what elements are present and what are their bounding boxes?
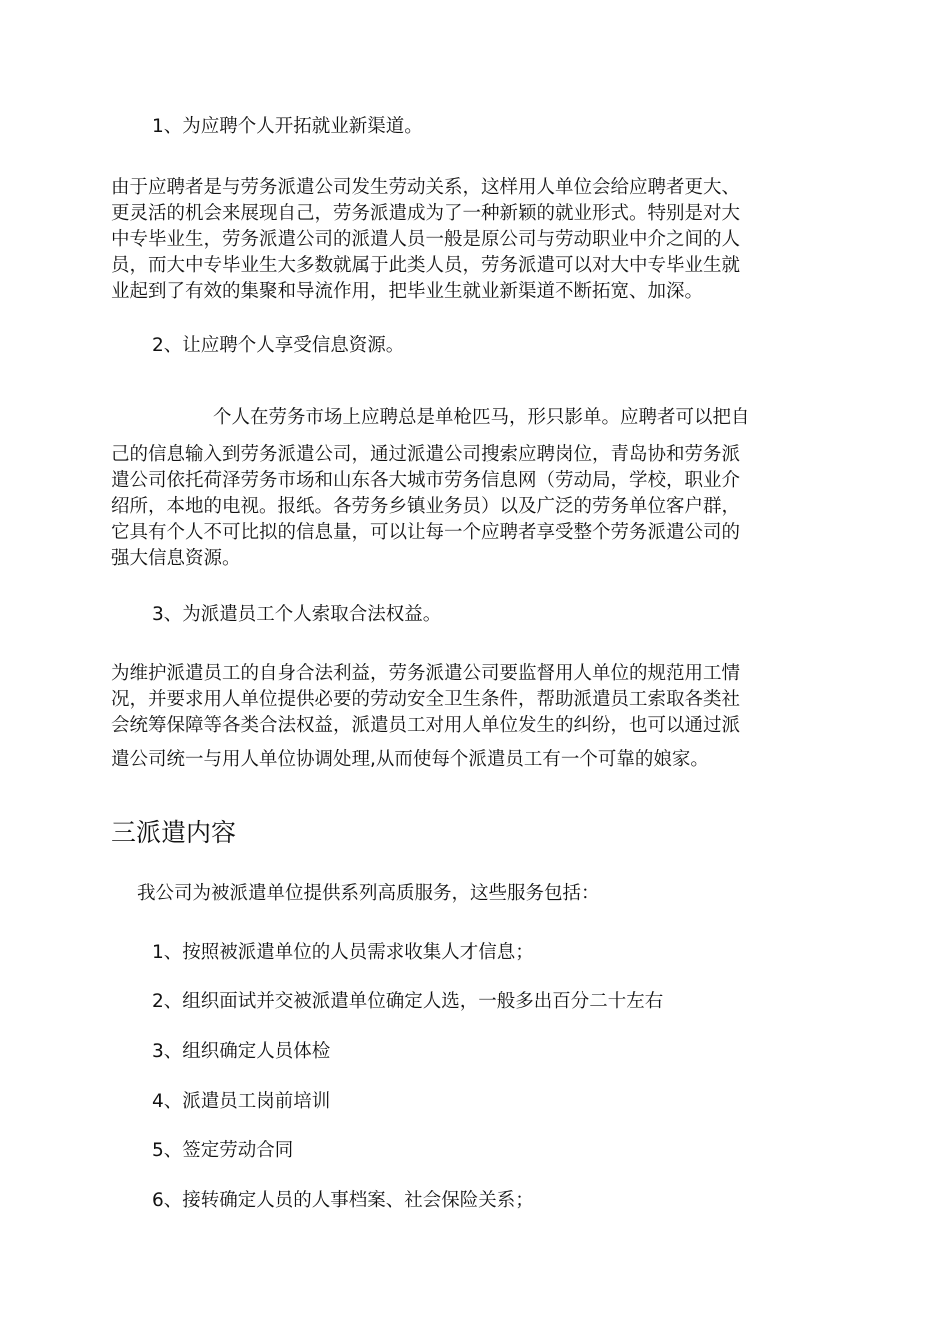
paragraph-line: 遣公司依托荷泽劳务市场和山东各大城市劳务信息网（劳动局，学校，职业介 xyxy=(111,470,741,491)
paragraph-line: 绍所，本地的电视。报纸。各劳务乡镇业务员）以及广泛的劳务单位客户群， xyxy=(111,496,741,517)
item-2-title: 2、让应聘个人享受信息资源。 xyxy=(152,335,405,356)
item-3-title: 3、为派遣员工个人索取合法权益。 xyxy=(152,604,442,625)
paragraph-line: 个人在劳务市场上应聘总是单枪匹马，形只影单。应聘者可以把自 xyxy=(213,407,750,428)
list-item: 3、组织确定人员体检 xyxy=(152,1041,331,1062)
paragraph-line: 强大信息资源。 xyxy=(111,548,241,569)
paragraph-line: 会统筹保障等各类合法权益，派遣员工对用人单位发生的纠纷，也可以通过派 xyxy=(111,715,741,736)
paragraph-line: 况，并要求用人单位提供必要的劳动安全卫生条件，帮助派遣员工索取各类社 xyxy=(111,689,741,710)
section-heading: 三派遣内容 xyxy=(111,818,237,847)
list-item: 6、接转确定人员的人事档案、社会保险关系； xyxy=(152,1190,534,1211)
paragraph-line: 由于应聘者是与劳务派遣公司发生劳动关系，这样用人单位会给应聘者更大、 xyxy=(111,177,741,198)
paragraph-line: 为维护派遣员工的自身合法利益，劳务派遣公司要监督用人单位的规范用工情 xyxy=(111,663,741,684)
paragraph-line: 遣公司统一与用人单位协调处理,从而使每个派遣员工有一个可靠的娘家。 xyxy=(111,749,709,770)
services-intro: 我公司为被派遣单位提供系列高质服务，这些服务包括： xyxy=(137,883,600,904)
paragraph-line: 己的信息输入到劳务派遣公司，通过派遣公司搜索应聘岗位，青岛协和劳务派 xyxy=(111,444,741,465)
list-item: 2、组织面试并交被派遣单位确定人选，一般多出百分二十左右 xyxy=(152,991,664,1012)
list-item: 5、签定劳动合同 xyxy=(152,1140,294,1161)
item-1-title: 1、为应聘个人开拓就业新渠道。 xyxy=(152,116,423,137)
paragraph-line: 业起到了有效的集聚和导流作用，把毕业生就业新渠道不断拓宽、加深。 xyxy=(111,281,704,302)
list-item: 4、派遣员工岗前培训 xyxy=(152,1091,331,1112)
list-item: 1、按照被派遣单位的人员需求收集人才信息； xyxy=(152,942,534,963)
paragraph-line: 它具有个人不可比拟的信息量，可以让每一个应聘者享受整个劳务派遣公司的 xyxy=(111,522,741,543)
paragraph-line: 员，而大中专毕业生大多数就属于此类人员，劳务派遣可以对大中专毕业生就 xyxy=(111,255,741,276)
paragraph-line: 中专毕业生，劳务派遣公司的派遣人员一般是原公司与劳动职业中介之间的人 xyxy=(111,229,741,250)
paragraph-line: 更灵活的机会来展现自己，劳务派遣成为了一种新颖的就业形式。特别是对大 xyxy=(111,203,741,224)
